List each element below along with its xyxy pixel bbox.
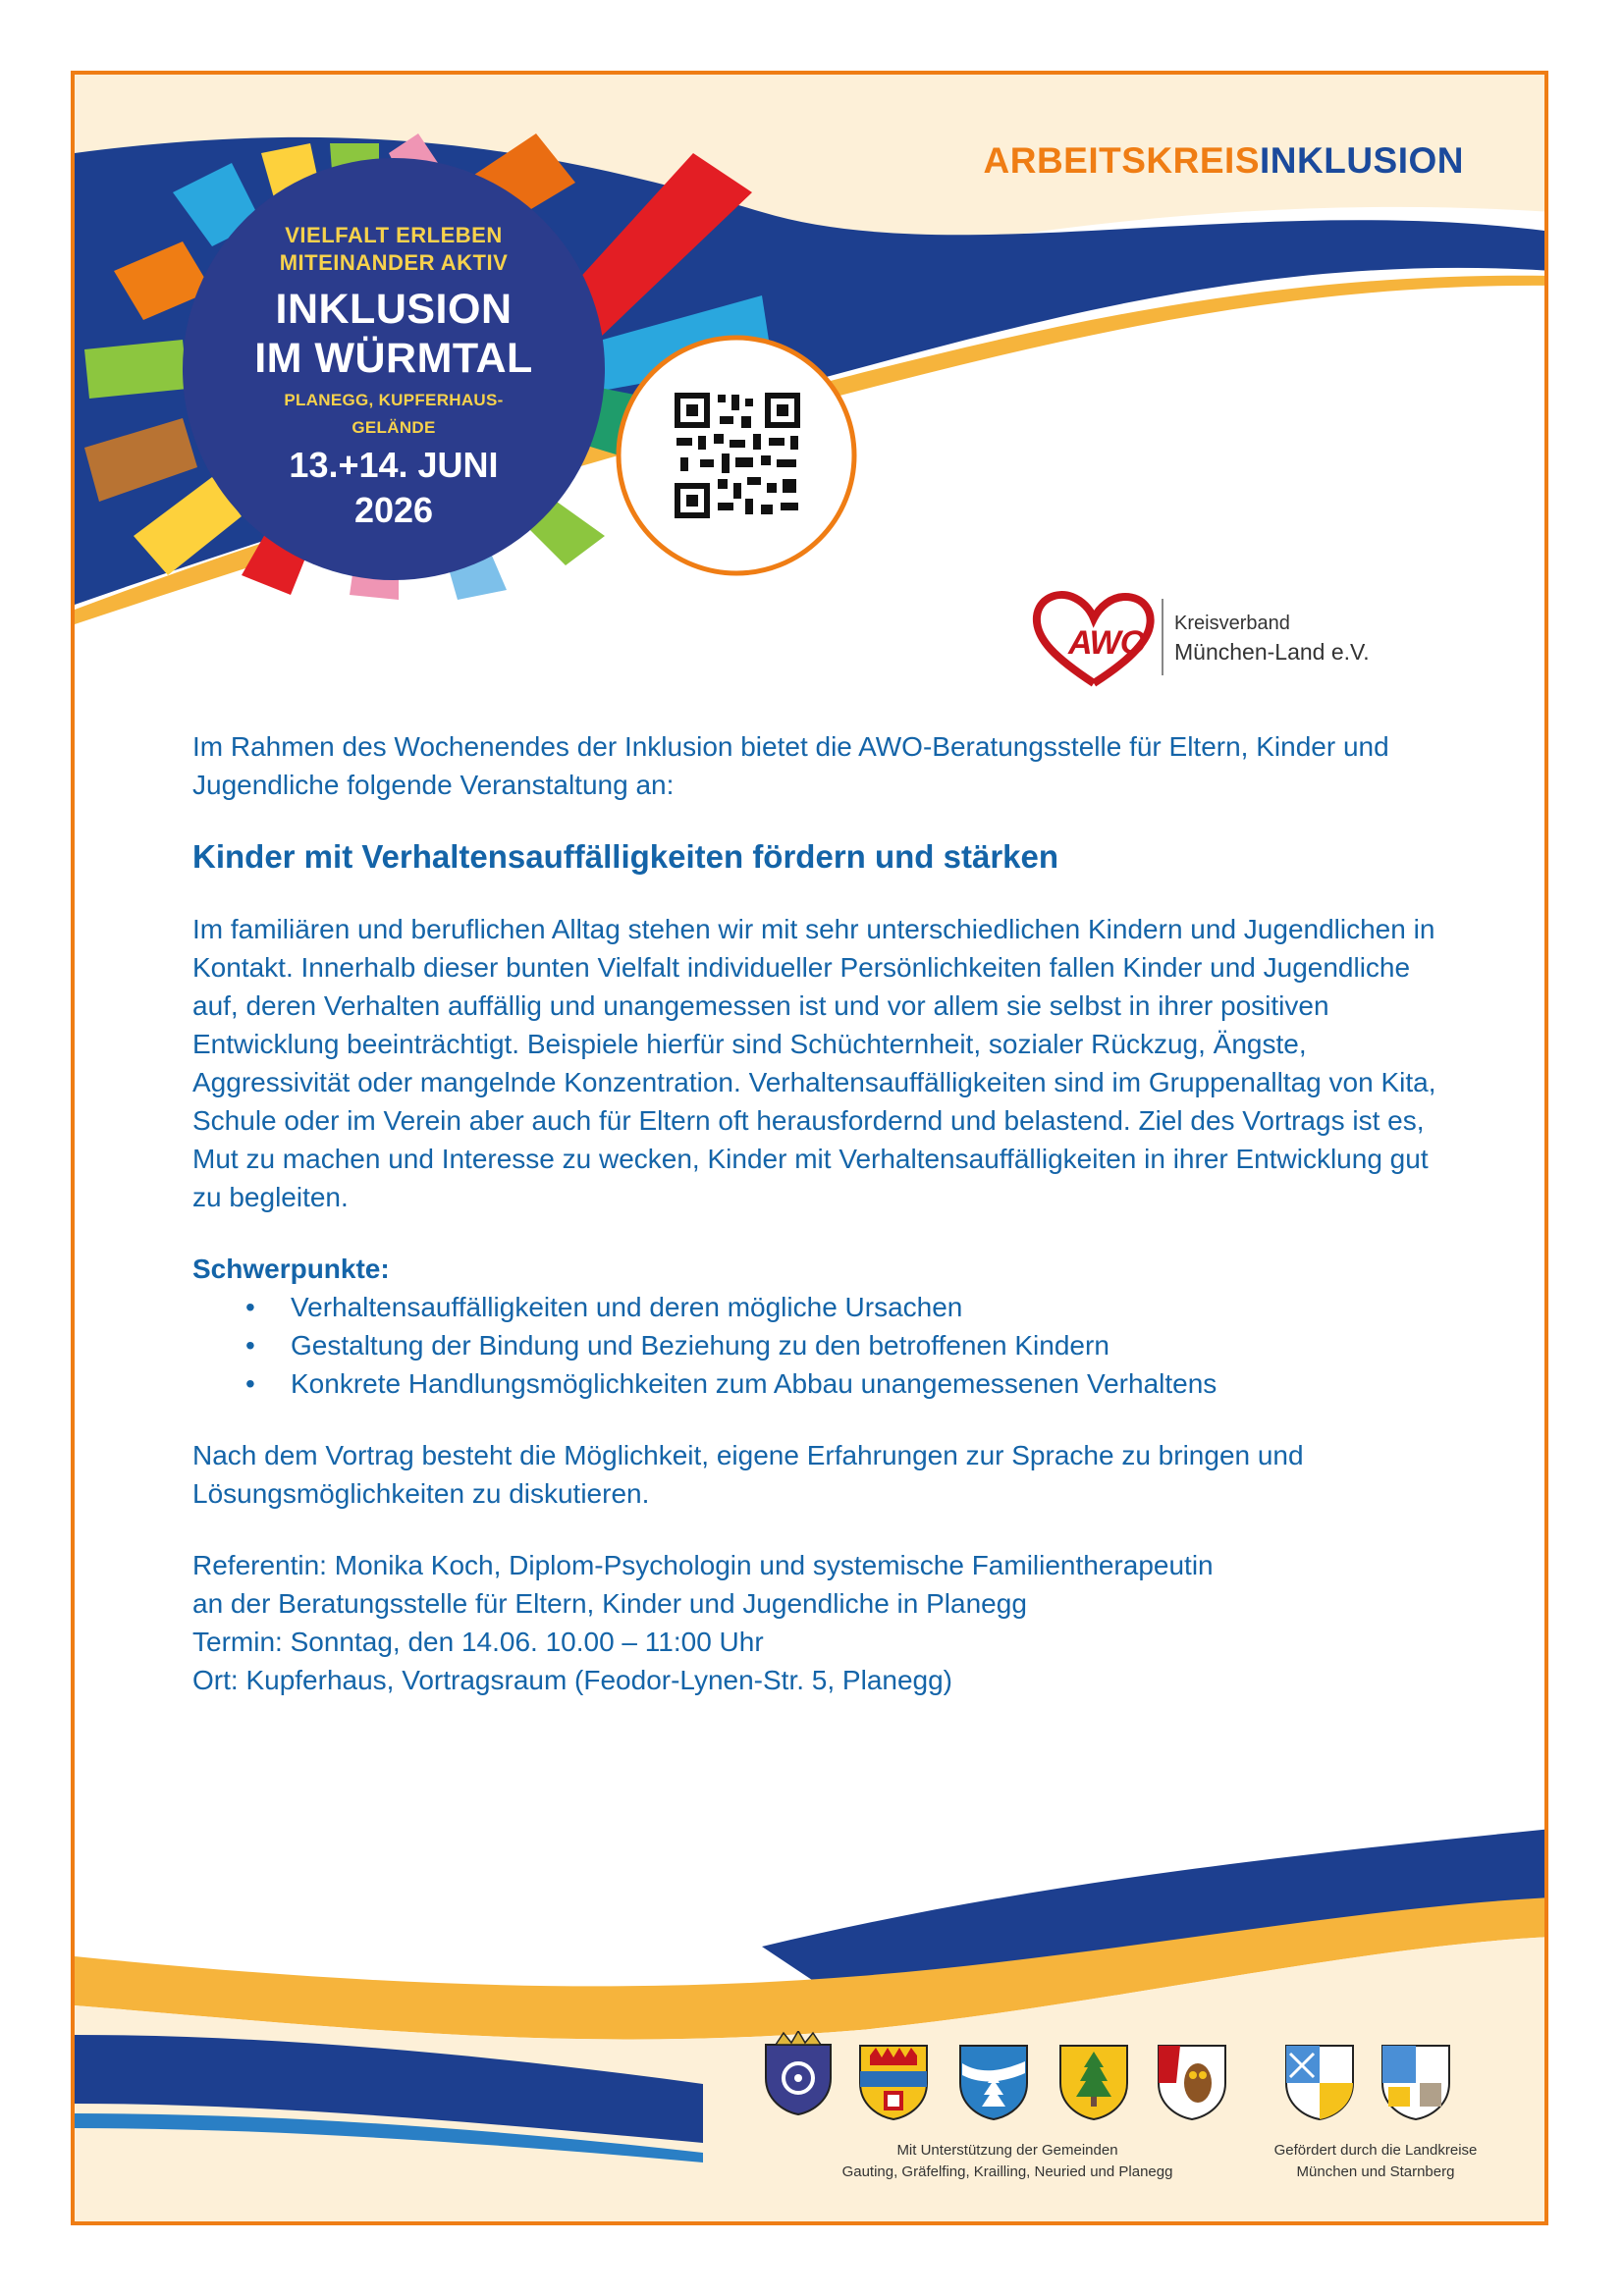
focus-list (192, 1288, 1459, 1403)
krailling-crest-icon (958, 2044, 1029, 2120)
graefelfing-crest-icon (858, 2044, 929, 2120)
brand-part-2: INKLUSION (1260, 140, 1464, 181)
event-date: Termin: Sonntag, den 14.06. 10.00 – 11:00 Uhr (192, 1627, 764, 1657)
intro-text: Im Rahmen des Wochenendes der Inklusion bietet die AWO-Beratungsstelle für Eltern, Kinder und Jugendliche folgende Veranstaltung an: (192, 731, 1389, 800)
landkreis-muenchen-crest-icon (1284, 2044, 1355, 2120)
badge-slogan-2: MITEINANDER AKTIV (279, 250, 509, 275)
focus-heading: Schwerpunkte: (192, 1254, 390, 1284)
speaker-line-2: an der Beratungsstelle für Eltern, Kinder und Jugendliche in Planegg (192, 1588, 1027, 1619)
event-location: Ort: Kupferhaus, Vortragsraum (Feodor-Lynen-Str. 5, Planegg) (192, 1665, 953, 1695)
badge-location: PLANEGG, KUPFERHAUS-GELÄNDE (284, 391, 504, 437)
focus-item: • Konkrete Handlungsmöglichkeiten zum Abbau unangemessenen Verhaltens (192, 1364, 1459, 1403)
badge-date-1: 13.+14. JUNI (289, 445, 499, 485)
awo-separator (1162, 599, 1163, 675)
event-description: Im familiären und beruflichen Alltag stehen wir mit sehr unterschiedlichen Kindern und Jugendlichen in Kontakt. Innerhalb dieser bunten Vielfalt individueller Persönlichkeiten fallen Kinder und Jugendliche auf, deren Verhalten auffällig und unangemessen ist und vor allem sie selbst in ihrer positiven Entwicklung beeinträchtigt. Beispiele hierfür sind Schüchternheit, sozialer Rückzug, Ängste, Aggressivität oder mangelnde Konzentration. Verhaltensauffälligkeiten sind im Gruppenalltag von Kita, Schule oder im Verein aber auch für Eltern oft herausfordernd und belastend. Ziel des Vortrags ist es, Mut zu machen und Interesse zu wecken, Kinder mit Verhaltensauffälligkeiten in ihrer Entwicklung gut zu begleiten. (192, 914, 1436, 1212)
neuried-crest-icon (1058, 2044, 1129, 2120)
main-content (192, 727, 1459, 1699)
poster-frame (71, 71, 1548, 2225)
districts-caption-line-1: Gefördert durch die Landkreise (1273, 2142, 1478, 2159)
speaker-line-1: Referentin: Monika Koch, Diplom-Psychologin und systemische Familientherapeutin (192, 1550, 1214, 1580)
awo-logo-word: AWO (1068, 624, 1146, 662)
focus-item: • Gestaltung der Bindung und Beziehung zu den betroffenen Kindern (192, 1326, 1459, 1364)
districts-caption (1243, 2140, 1508, 2183)
badge-title-1: INKLUSION (275, 286, 513, 333)
arbeitskreis-inklusion-label (984, 140, 1464, 182)
badge-date-2: 2026 (353, 490, 434, 530)
awo-logo (1027, 585, 1488, 693)
municipalities-caption-line-1: Mit Unterstützung der Gemeinden (896, 2142, 1118, 2159)
event-title: Kinder mit Verhaltensauffälligkeiten fördern und stärken (192, 838, 1059, 875)
badge-title-2: IM WÜRMTAL (254, 335, 533, 382)
qr-code (671, 389, 804, 522)
focus-item: • Verhaltensauffälligkeiten und deren mögliche Ursachen (192, 1288, 1459, 1326)
districts-caption-line-2: München und Starnberg (1296, 2163, 1455, 2180)
municipalities-caption (801, 2140, 1214, 2183)
planegg-crest-icon (1157, 2044, 1227, 2120)
gauting-crest-icon (762, 2031, 835, 2115)
awo-org-line-1: Kreisverband (1174, 613, 1290, 634)
event-badge (246, 222, 541, 532)
municipalities-caption-line-2: Gauting, Gräfelfing, Krailling, Neuried und Planegg (841, 2163, 1173, 2180)
badge-slogan-1: VIELFALT ERLEBEN (285, 223, 503, 247)
brand-part-1: ARBEITSKREIS (983, 140, 1260, 181)
awo-org-line-2: München-Land e.V. (1174, 639, 1370, 665)
outro-text: Nach dem Vortrag besteht die Möglichkeit, eigene Erfahrungen zur Sprache zu bringen und Lösungsmöglichkeiten zu diskutieren. (192, 1440, 1304, 1509)
landkreis-starnberg-crest-icon (1380, 2044, 1451, 2120)
